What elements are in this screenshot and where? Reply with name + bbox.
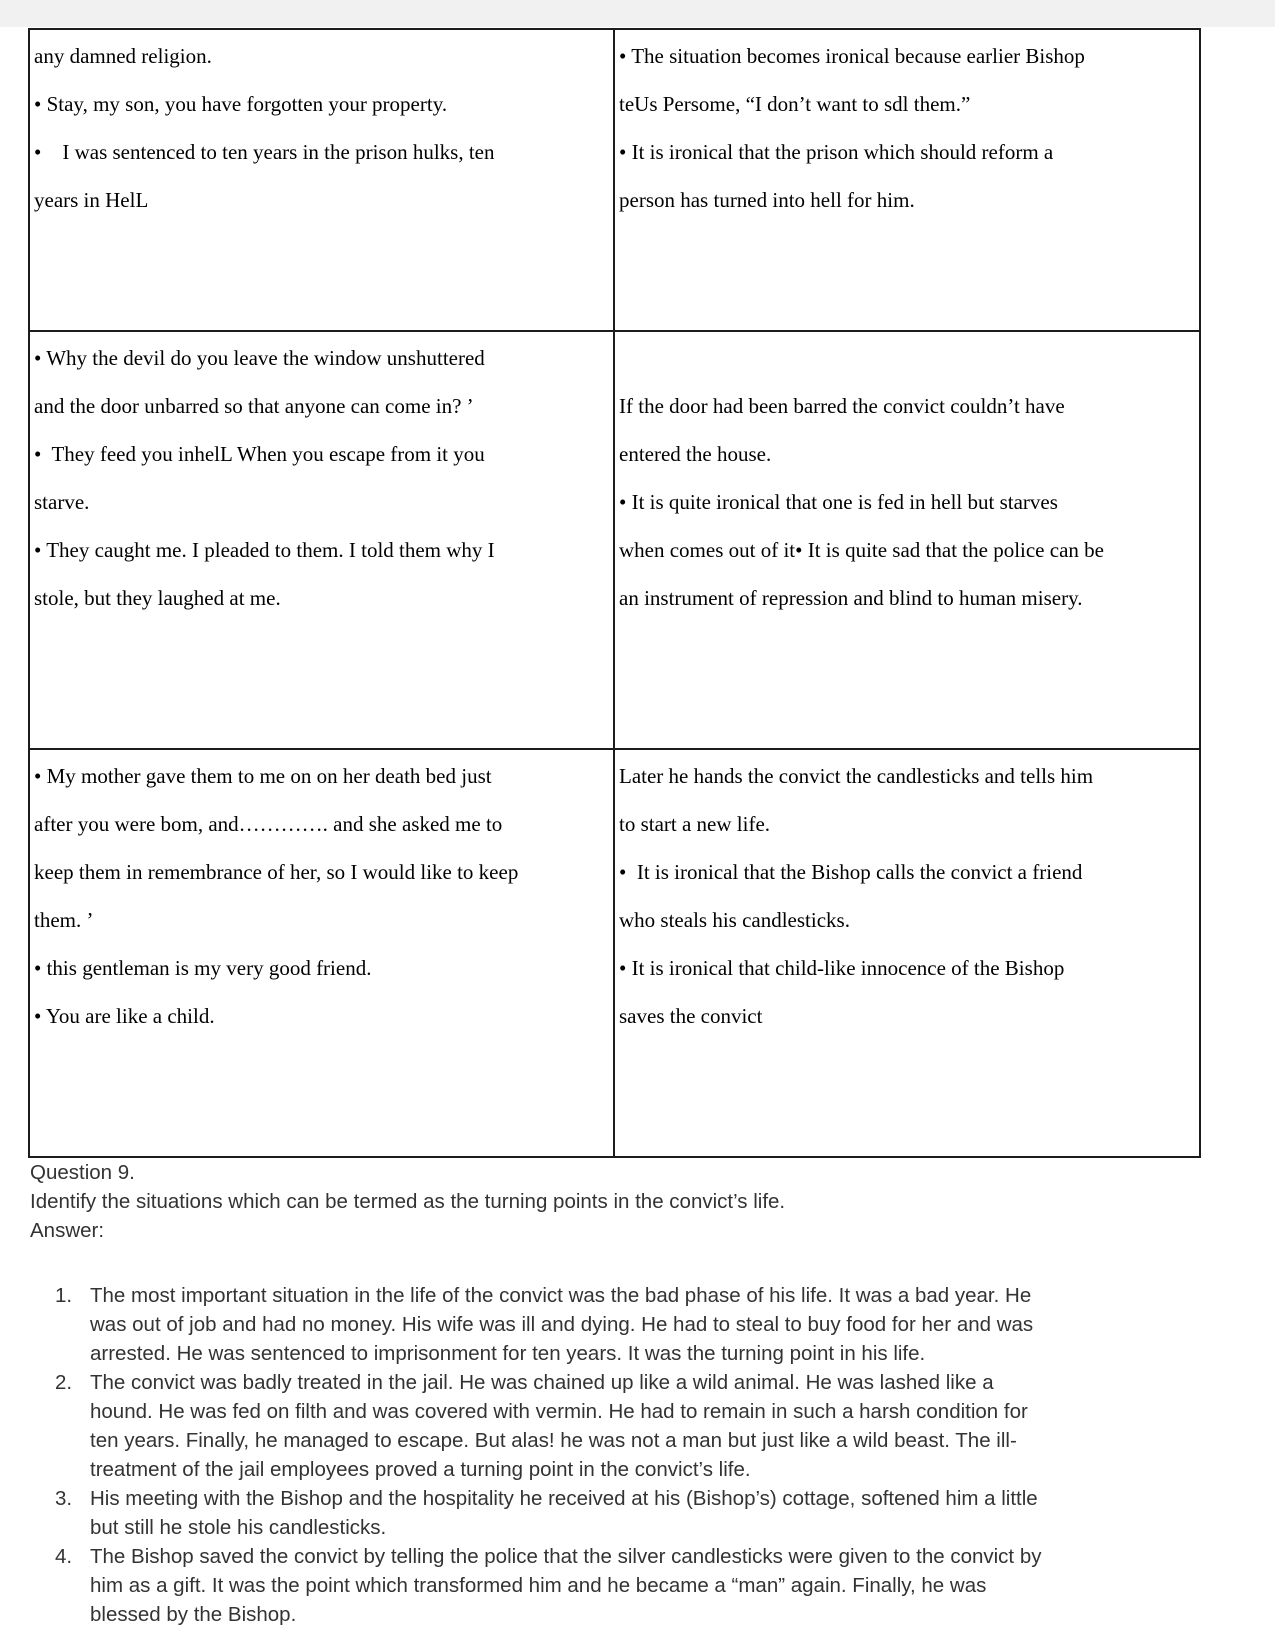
list-item-number: 2.	[55, 1371, 73, 1394]
answer-list	[0, 1281, 1262, 1629]
table-text-line: • It is ironical that the Bishop calls the convict a friend	[619, 860, 1083, 884]
table-text-line	[619, 334, 1195, 382]
answer-text-line: His meeting with the Bishop and the hospitality he received at his (Bishop’s) cottage, softened him a little	[90, 1487, 1038, 1510]
table-text-line: • They feed you inhelL When you escape from it you	[34, 442, 485, 466]
table-text-line: starve.	[34, 490, 90, 514]
question-text: Identify the situations which can be termed as the turning points in the convict’s life.	[30, 1190, 786, 1213]
table-text-line: • I was sentenced to ten years in the prison hulks, ten	[34, 140, 495, 164]
table-text-line: • They caught me. I pleaded to them. I told them why I	[34, 538, 495, 562]
table-text-line: after you were bom, and…………. and she asked me to	[34, 812, 503, 836]
table-cell-row2-irony	[614, 331, 1200, 749]
answer-text-line: but still he stole his candlesticks.	[90, 1516, 387, 1539]
table-text-line: • You are like a child.	[34, 1004, 215, 1028]
answer-list-item	[0, 1542, 1262, 1629]
question-block	[30, 1158, 785, 1245]
table-cell-row3-irony	[614, 749, 1200, 1157]
answer-list-item	[0, 1281, 1262, 1368]
answer-text-line: The Bishop saved the convict by telling the police that the silver candlesticks were given to the convict by	[90, 1545, 1042, 1568]
table-text-line: person has turned into hell for him.	[619, 188, 915, 212]
table-text-line: years in HelL	[34, 188, 149, 212]
table-text-line: stole, but they laughed at me.	[34, 586, 281, 610]
table-text-line: Later he hands the convict the candlesticks and tells him	[619, 764, 1094, 788]
table-text-line: • It is ironical that child-like innocence of the Bishop	[619, 956, 1065, 980]
table-text-line: an instrument of repression and blind to human misery.	[619, 586, 1083, 610]
table-row	[29, 331, 1200, 749]
quotes-irony-table	[28, 28, 1201, 1158]
table-text-line: entered the house.	[619, 442, 772, 466]
table-cell-row3-quotes	[29, 749, 614, 1157]
table-cell-row1-irony	[614, 29, 1200, 331]
table-text-line: • this gentleman is my very good friend.	[34, 956, 372, 980]
answer-text-line: blessed by the Bishop.	[90, 1603, 297, 1626]
table-text-line: • Why the devil do you leave the window unshuttered	[34, 346, 485, 370]
list-item-number: 1.	[55, 1284, 73, 1307]
table-row	[29, 749, 1200, 1157]
answer-text-line: The convict was badly treated in the jail. He was chained up like a wild animal. He was lashed like a	[90, 1371, 994, 1394]
answer-text-line: hound. He was fed on filth and was covered with vermin. He had to remain in such a harsh condition for	[90, 1400, 1028, 1423]
answer-text-line: was out of job and had no money. His wife was ill and dying. He had to steal to buy food for her and was	[90, 1313, 1034, 1336]
table-text-line: teUs Persome, “I don’t want to sdl them.”	[619, 92, 971, 116]
table-text-line: keep them in remembrance of her, so I would like to keep	[34, 860, 519, 884]
answer-text-line: him as a gift. It was the point which transformed him and he became a “man” again. Finally, he was	[90, 1574, 987, 1597]
table-text-line: • Stay, my son, you have forgotten your property.	[34, 92, 448, 116]
table-text-line: and the door unbarred so that anyone can come in? ’	[34, 394, 474, 418]
table-text-line: If the door had been barred the convict couldn’t have	[619, 394, 1065, 418]
table-text-line: • It is quite ironical that one is fed in hell but starves	[619, 490, 1058, 514]
answer-text-line: arrested. He was sentenced to imprisonment for ten years. It was the turning point in his life.	[90, 1342, 926, 1365]
answer-label: Answer:	[30, 1219, 105, 1242]
table-text-line: when comes out of it• It is quite sad that the police can be	[619, 538, 1104, 562]
page-top-edge	[0, 0, 1275, 27]
table-cell-row1-quotes	[29, 29, 614, 331]
table-text-line: • The situation becomes ironical because earlier Bishop	[619, 44, 1085, 68]
table-text-line: to start a new life.	[619, 812, 771, 836]
list-item-number: 4.	[55, 1545, 73, 1568]
answer-text-line: The most important situation in the life of the convict was the bad phase of his life. It was a bad year. He	[90, 1284, 1032, 1307]
table-text-line: who steals his candlesticks.	[619, 908, 850, 932]
table-cell-row2-quotes	[29, 331, 614, 749]
table-text-line: them. ’	[34, 908, 94, 932]
table-text-line: • It is ironical that the prison which should reform a	[619, 140, 1054, 164]
answer-text-line: ten years. Finally, he managed to escape. But alas! he was not a man but just like a wild beast. The ill-	[90, 1429, 1017, 1452]
answer-list-item	[0, 1484, 1262, 1542]
question-label: Question 9.	[30, 1161, 135, 1184]
table-text-line: • My mother gave them to me on on her death bed just	[34, 764, 492, 788]
table-text-line: saves the convict	[619, 1004, 763, 1028]
table-row	[29, 29, 1200, 331]
answer-text-line: treatment of the jail employees proved a turning point in the convict’s life.	[90, 1458, 751, 1481]
table-text-line: any damned religion.	[34, 44, 212, 68]
quote-table-body	[29, 29, 1200, 1157]
answer-list-item	[0, 1368, 1262, 1484]
list-item-number: 3.	[55, 1487, 73, 1510]
